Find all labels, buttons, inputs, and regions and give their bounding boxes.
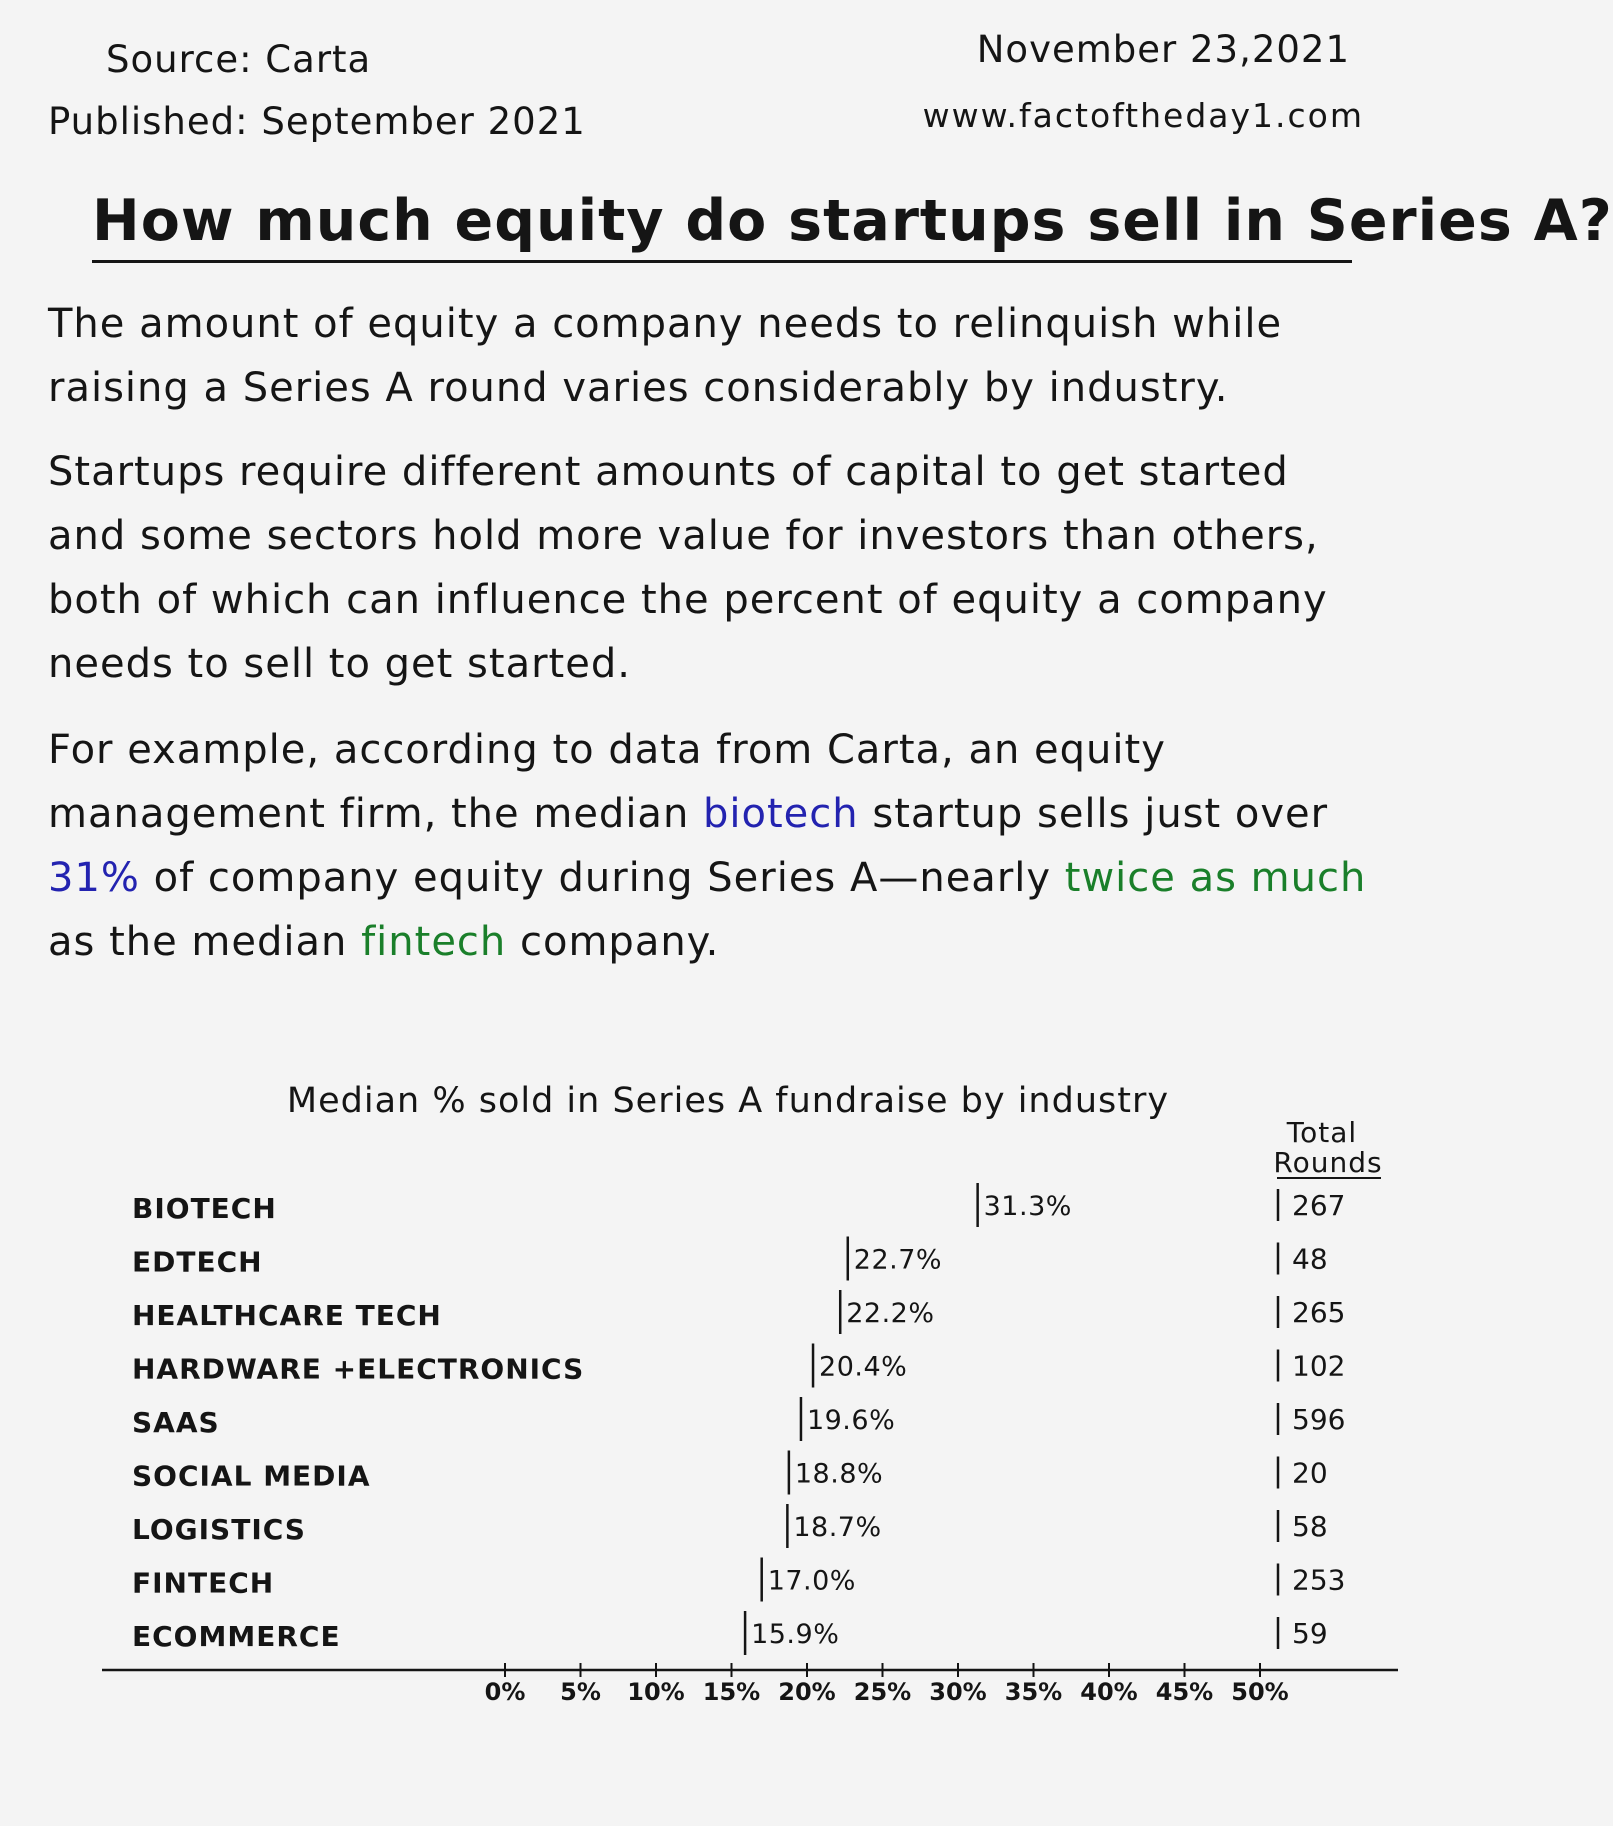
total-rounds-header-line1: Total [1286, 1116, 1358, 1149]
rounds-value: 102 [1292, 1349, 1346, 1383]
example-text-4: as the median [48, 919, 362, 965]
rounds-value: 48 [1292, 1242, 1328, 1276]
example-text-5: company. [506, 919, 720, 965]
value-label: 19.6% [806, 1405, 896, 1436]
category-label: HEALTHCARE TECH [132, 1299, 442, 1332]
category-label: FINTECH [132, 1566, 275, 1600]
meta-published: Published: September 2021 [48, 100, 586, 143]
x-tick-label: 25% [853, 1678, 912, 1706]
rounds-value: 20 [1292, 1456, 1328, 1490]
meta-source: Source: Carta [106, 38, 372, 81]
example-text-3: of company equity during Series A—nearly [139, 855, 1065, 901]
x-tick-label: 0% [484, 1678, 526, 1706]
x-tick-label: 50% [1231, 1678, 1289, 1706]
x-tick-label: 40% [1080, 1678, 1138, 1706]
x-tick-label: 30% [929, 1678, 987, 1706]
value-label: 22.2% [846, 1298, 935, 1329]
x-tick-label: 35% [1004, 1678, 1063, 1706]
highlight-twice: twice as much [1064, 855, 1367, 901]
value-label: 18.8% [794, 1458, 884, 1490]
highlight-biotech: biotech [703, 791, 859, 837]
total-rounds-header-line2: Rounds [1273, 1146, 1383, 1179]
category-label: EDTECH [132, 1245, 263, 1279]
value-label: 31.3% [983, 1191, 1072, 1222]
value-label: 17.0% [767, 1565, 856, 1597]
chart-title: Median % sold in Series A fundraise by industry [286, 1081, 1170, 1121]
paragraph-example [48, 718, 1378, 974]
value-label: 18.7% [793, 1512, 882, 1543]
category-label: SAAS [132, 1406, 220, 1439]
category-label: BIOTECH [132, 1192, 277, 1225]
rounds-value: 59 [1292, 1617, 1328, 1650]
rounds-value: 596 [1292, 1403, 1346, 1436]
category-label: ECOMMERCE [132, 1620, 341, 1653]
value-label: 20.4% [819, 1351, 908, 1383]
category-label: SOCIAL MEDIA [132, 1459, 371, 1493]
meta-website: www.factoftheday1.com [922, 96, 1364, 135]
category-label: LOGISTICS [132, 1513, 306, 1546]
x-tick-label: 10% [627, 1678, 685, 1706]
rounds-value: 253 [1292, 1563, 1346, 1597]
value-label: 15.9% [751, 1619, 840, 1650]
x-tick-label: 15% [702, 1678, 761, 1706]
example-text-2: startup sells just over [858, 791, 1329, 837]
x-tick-label: 45% [1155, 1678, 1214, 1706]
x-tick-label: 20% [778, 1678, 836, 1706]
page-title: How much equity do startups sell in Series A? [92, 188, 1352, 263]
category-label: HARDWARE +ELECTRONICS [132, 1352, 585, 1386]
highlight-fintech: fintech [361, 919, 507, 965]
rounds-value: 267 [1292, 1189, 1346, 1222]
rounds-value: 265 [1292, 1296, 1346, 1329]
paragraph-capital: Startups require different amounts of capital to get started and some sectors hold more value for investors than others, both of which can influence the percent of equity a company needs to sell to get started. [48, 449, 1328, 687]
value-label: 22.7% [853, 1244, 943, 1276]
example-text-1: For example, according to data from Carta, an equity management firm, the median [48, 727, 1166, 837]
x-tick-label: 5% [560, 1678, 601, 1706]
rounds-value: 58 [1292, 1510, 1328, 1543]
paragraph-intro: The amount of equity a company needs to relinquish while raising a Series A round varies considerably by industry. [48, 301, 1283, 411]
meta-date: November 23,2021 [976, 28, 1350, 71]
highlight-pct: 31% [48, 855, 140, 901]
bar-chart [0, 1060, 1456, 1760]
